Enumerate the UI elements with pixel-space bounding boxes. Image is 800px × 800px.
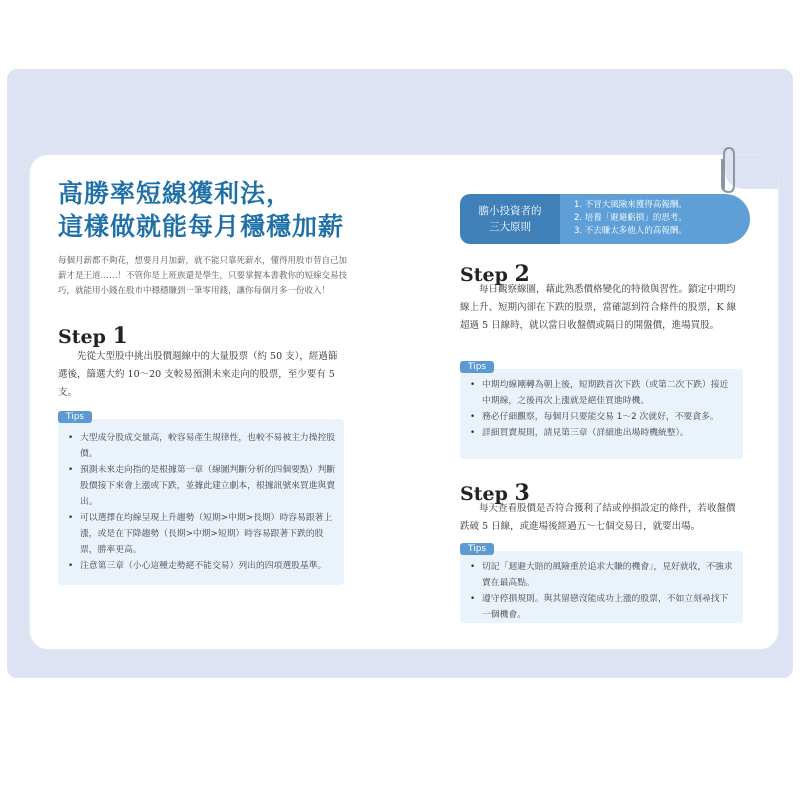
step3-tip: • 遵守停損規則。與其留戀沒能成功上漲的股票，不如立刻尋找下一個機會。	[468, 591, 735, 623]
principle-item: 1. 不冒大風險來獲得高報酬。	[574, 200, 687, 210]
step2-tip: • 中期均線剛轉為朝上後，短期跌首次下跌（或第二次下跌）接近中期線，之後再次上漲就是絕佳買進時機。	[468, 377, 735, 409]
step3-tip: • 切記「迴避大賠的風險重於追求大賺的機會」，見好就收，不強求賣在最高點。	[468, 559, 735, 591]
page-title	[58, 177, 344, 243]
step2-body: 每日觀察線圖，藉此熟悉價格變化的特徵與習性。鎖定中期均線上升、短期內卻在下跌的股票，當確認到符合條件的股票，K 線超過 5 日線時，就以當日收盤價或隔日的開盤價，進場買股。	[460, 284, 737, 331]
step2-tips-label: Tips	[460, 361, 494, 373]
step3-tips-list	[460, 551, 743, 623]
step2-tips-box	[460, 362, 743, 459]
banner-title-line-1: 膽小投資者的	[478, 205, 542, 217]
step3-word: Step	[460, 483, 508, 505]
principles-banner-title	[460, 194, 560, 244]
principles-list	[560, 194, 750, 244]
banner-title-line-2: 三大原則	[489, 221, 531, 233]
title-line-1: 高勝率短線獲利法，	[58, 179, 293, 208]
title-line-2: 這樣做就能每月穩穩加薪	[58, 212, 345, 241]
step2-tips-list	[460, 369, 743, 441]
step1-number: 1	[112, 323, 128, 349]
step1-tip: • 可以選擇在均線呈現上升趨勢（短期>中期>長期）時容易跟著上漲，或是在下降趨勢（長期>中期>短期）時容易跟著下跌的股票，勝率更高。	[66, 510, 336, 558]
intro-paragraph: 每個月薪都不夠花，想要月月加薪，就不能只靠死薪水，懂得用股市替自己加薪才是王道……！不管你是上班族還是學生，只要掌握本書教你的短線交易技巧，就能用小錢在股市中穩穩賺到一筆零用錢，讓你每個月多一份收入！	[58, 256, 348, 296]
principle-item: 3. 不去賺太多他人的高報酬。	[574, 226, 687, 236]
step2-tip: • 詳細買賣規則，請見第三章（詳細進出場時機統整）。	[468, 425, 735, 441]
step3-body: 每天查看股價是否符合獲利了結或停損設定的條件，若收盤價跌破 5 日線，或進場後經過五～七個交易日，就要出場。	[460, 503, 736, 532]
step1-heading	[58, 323, 128, 349]
step1-tip: • 注意第三章（小心這種走勢絕不能交易）列出的四項選股基準。	[66, 558, 336, 574]
step1-tips-list	[58, 419, 344, 574]
step3-tips-label: Tips	[460, 543, 494, 555]
step1-tip: • 大型成分股成交量高，較容易產生規律性，也較不易被主力操控股價。	[66, 430, 336, 462]
step3-tips-box	[460, 544, 743, 623]
step2-number: 2	[514, 261, 530, 287]
step1-tip: • 預測未來走向指的是根據第一章（線圖判斷分析的四個要點）判斷股價接下來會上漲或下跌，並據此建立劇本，根據訊號來買進與賣出。	[66, 462, 336, 510]
principles-banner	[460, 194, 750, 244]
paperclip-icon	[718, 145, 738, 195]
step1-tips-label: Tips	[58, 411, 92, 423]
step2-word: Step	[460, 264, 508, 286]
step2-tip: • 務必仔細觀察，每個月只要能交易 1～2 次就好，不要貪多。	[468, 409, 735, 425]
step3-number: 3	[514, 480, 530, 506]
step1-body: 先從大型股中挑出股價週線中的大量股票（約 50 支），經過篩選後，篩選大約 10～20 支較易預測未來走向的股票，至少要有 5 支。	[58, 351, 338, 398]
principle-item: 2. 培養「避避虧損」的思考。	[574, 213, 687, 223]
step1-word: Step	[58, 326, 106, 348]
step1-tips-box	[58, 412, 344, 585]
